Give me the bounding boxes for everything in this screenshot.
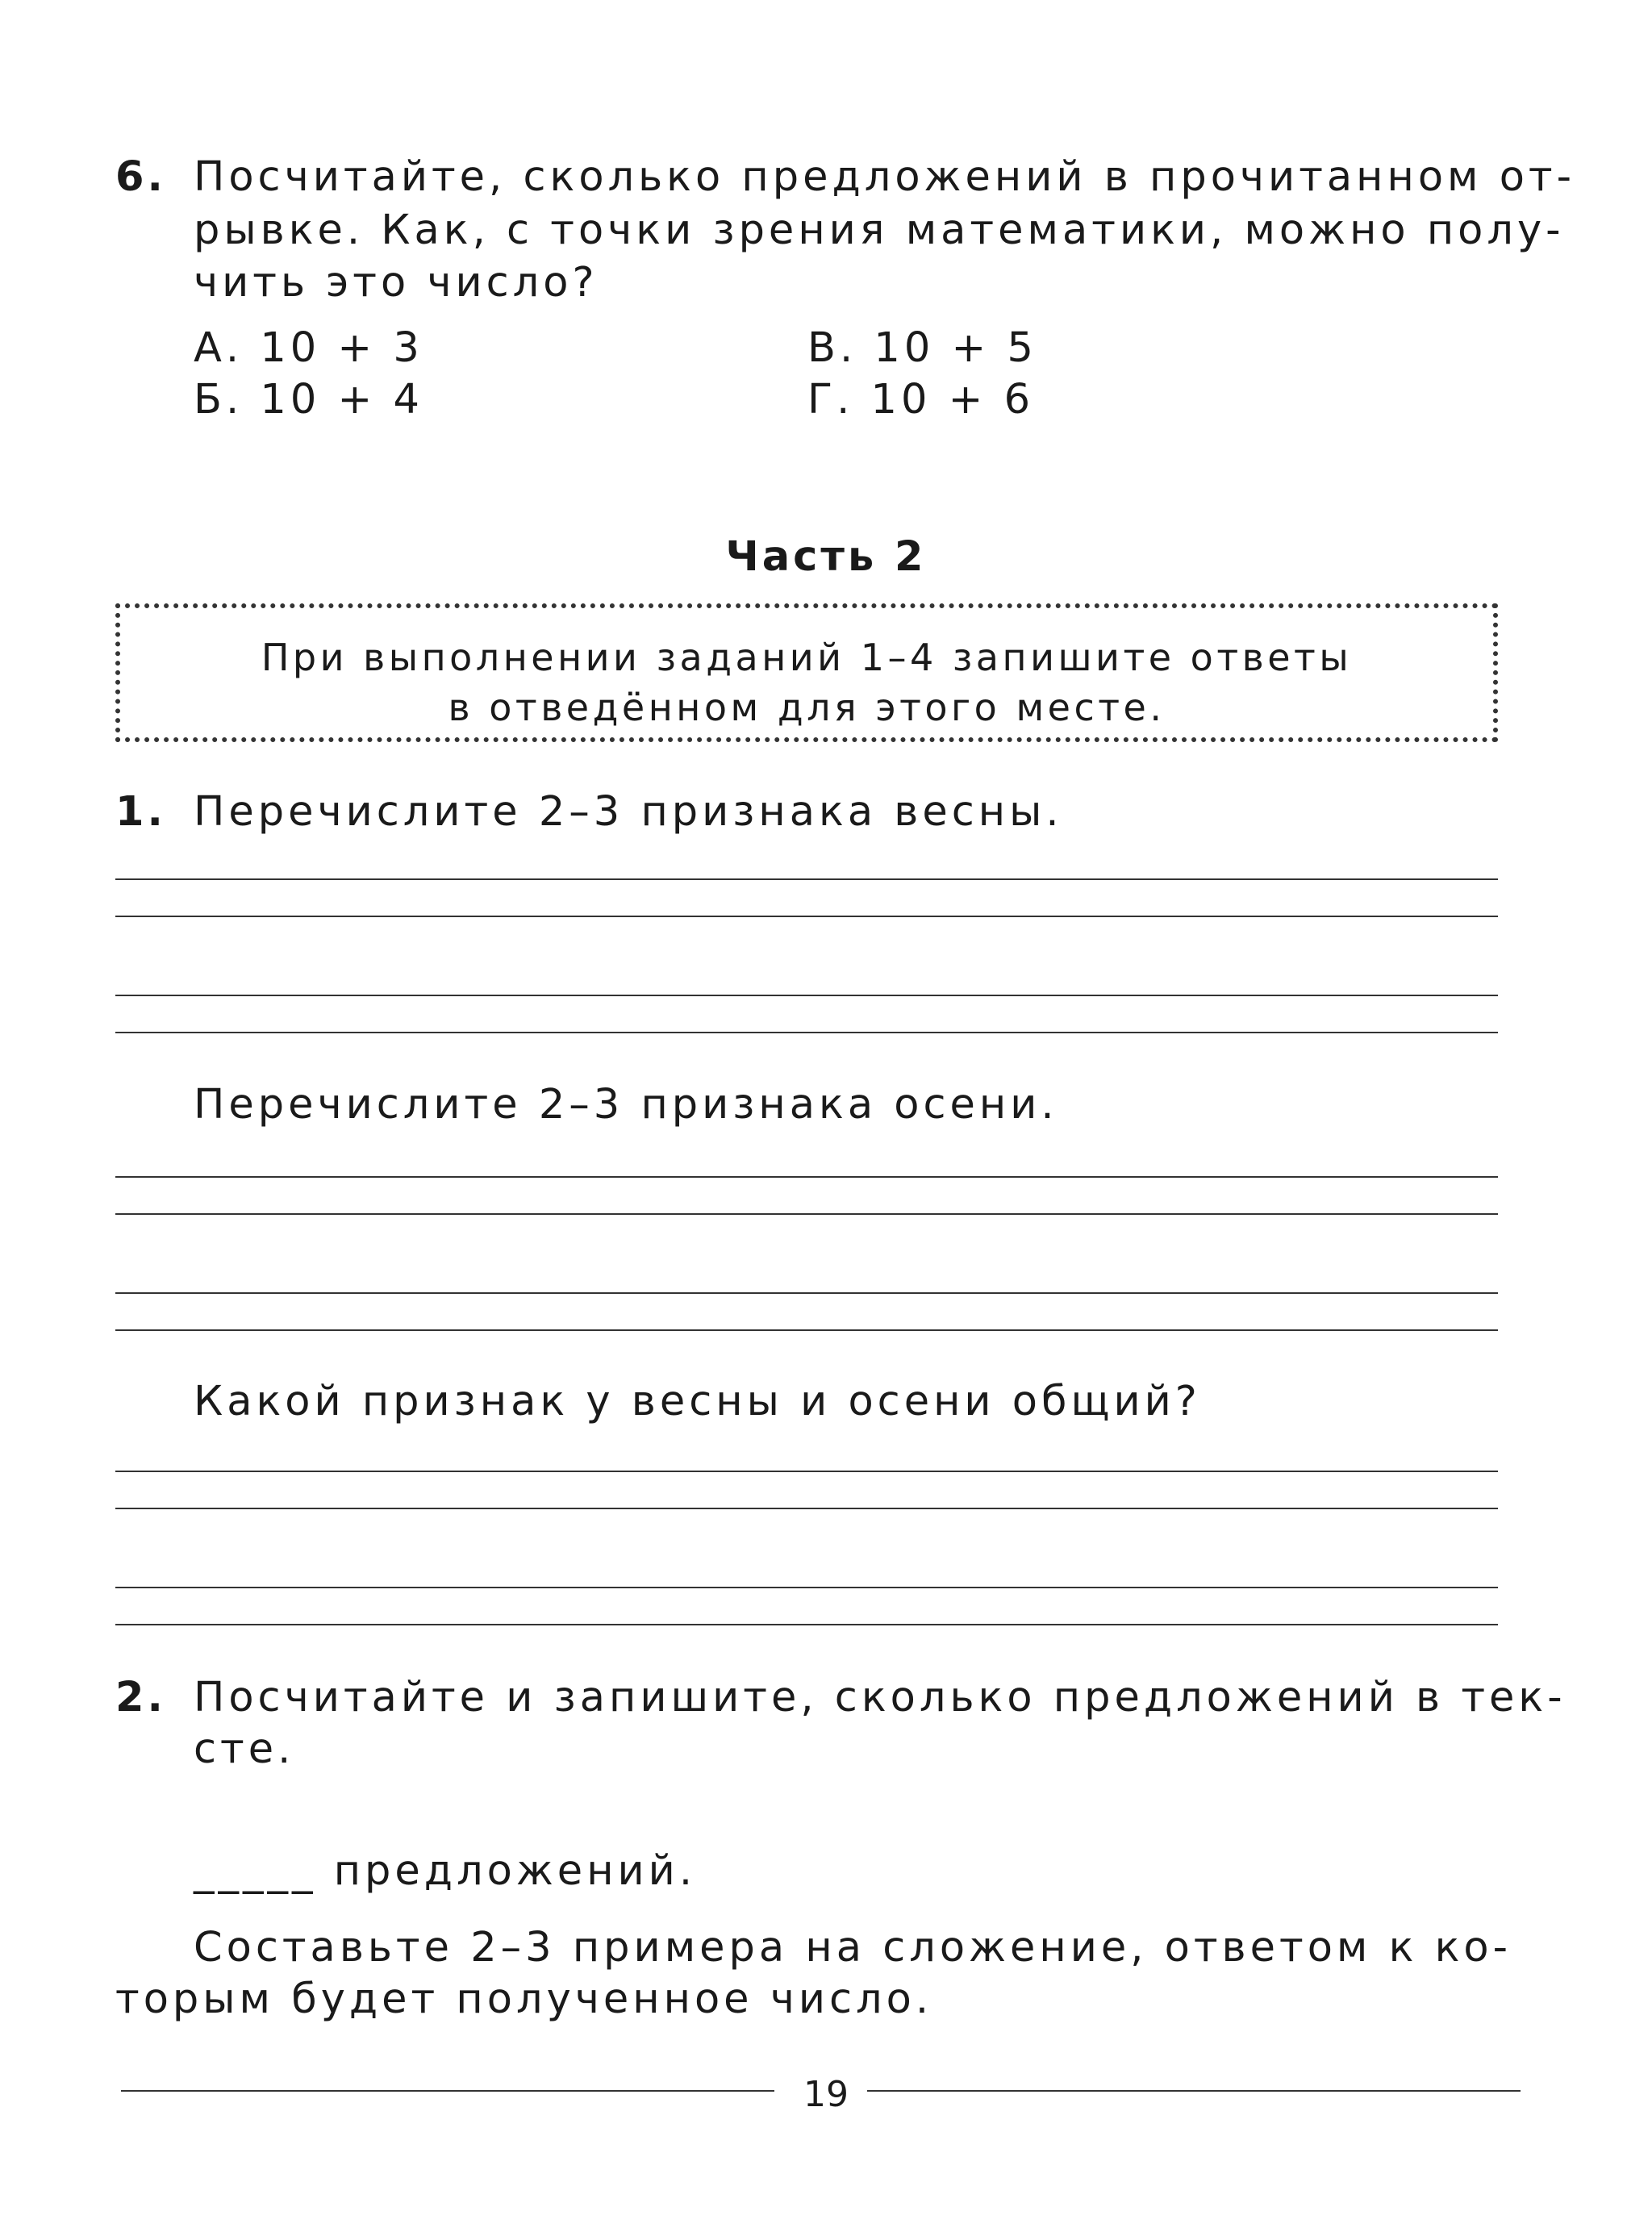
task6-number: 6. bbox=[115, 153, 166, 201]
answer-line[interactable] bbox=[115, 1471, 1498, 1472]
answer-line[interactable] bbox=[115, 1292, 1498, 1294]
option-g bbox=[807, 376, 1035, 423]
page-number: 19 bbox=[803, 2074, 849, 2115]
answer-line[interactable] bbox=[115, 1176, 1498, 1178]
option-b bbox=[194, 376, 423, 423]
option-b-value: 10 + 4 bbox=[260, 376, 423, 423]
answer-line[interactable] bbox=[115, 916, 1498, 917]
task2-blank-answer[interactable]: _____ предложений. bbox=[194, 1847, 697, 1895]
option-b-label: Б. bbox=[194, 376, 244, 423]
answer-line[interactable] bbox=[115, 1032, 1498, 1033]
answer-line[interactable] bbox=[115, 995, 1498, 996]
option-v-value: 10 + 5 bbox=[874, 324, 1037, 372]
option-a bbox=[194, 324, 423, 372]
task2-line-1: Посчитайте и запишите, сколько предложений в тек- bbox=[194, 1674, 1566, 1721]
task1-question-common: Какой признак у весны и осени общий? bbox=[194, 1378, 1201, 1425]
task2-compose-line-1: Составьте 2–3 примера на сложение, ответом к ко- bbox=[194, 1924, 1512, 1971]
task1-number: 1. bbox=[115, 788, 166, 836]
task2-number: 2. bbox=[115, 1674, 166, 1721]
answer-line[interactable] bbox=[115, 878, 1498, 880]
instructions-line-1: При выполнении заданий 1–4 запишите ответы bbox=[261, 636, 1353, 679]
answer-line[interactable] bbox=[115, 1329, 1498, 1331]
option-v bbox=[807, 324, 1037, 372]
answer-line[interactable] bbox=[115, 1213, 1498, 1215]
answer-line[interactable] bbox=[115, 1624, 1498, 1625]
option-g-label: Г. bbox=[807, 376, 854, 423]
answer-line[interactable] bbox=[115, 1587, 1498, 1588]
answer-line[interactable] bbox=[115, 1508, 1498, 1509]
task2-compose-line-2: торым будет полученное число. bbox=[115, 1976, 933, 2023]
task6-line-3: чить это число? bbox=[194, 259, 599, 307]
option-a-value: 10 + 3 bbox=[260, 324, 423, 372]
option-g-value: 10 + 6 bbox=[870, 376, 1035, 423]
part2-title: Часть 2 bbox=[725, 533, 927, 581]
task1-question-autumn: Перечислите 2–3 признака осени. bbox=[194, 1081, 1058, 1129]
task6-line-2: рывке. Как, с точки зрения математики, можно полу- bbox=[194, 207, 1565, 254]
instructions-line-2: в отведённом для этого месте. bbox=[448, 686, 1166, 729]
task6-line-1: Посчитайте, сколько предложений в прочитанном от- bbox=[194, 153, 1576, 201]
task1-question-spring: Перечислите 2–3 признака весны. bbox=[194, 788, 1063, 836]
option-v-label: В. bbox=[807, 324, 857, 372]
option-a-label: А. bbox=[194, 324, 244, 372]
task2-line-2: сте. bbox=[194, 1725, 295, 1773]
